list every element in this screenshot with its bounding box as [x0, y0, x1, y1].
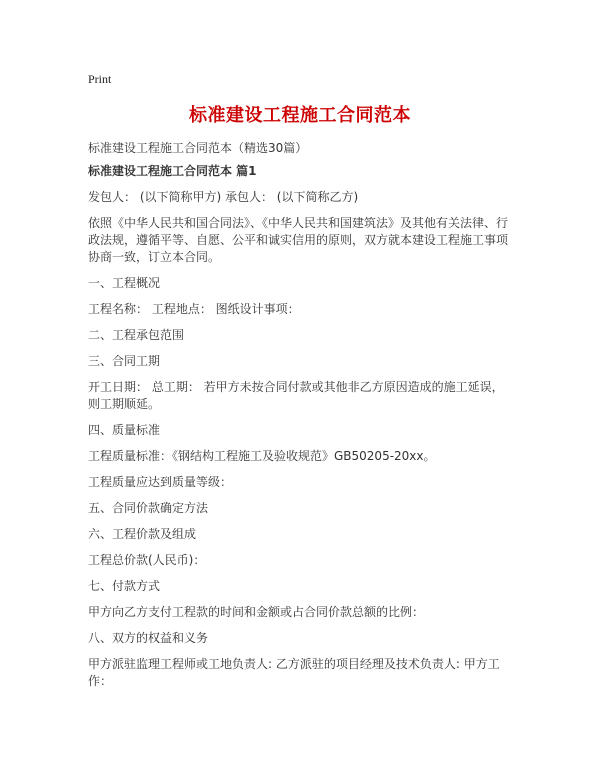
page-title: 标准建设工程施工合同范本	[189, 105, 411, 126]
paragraph: 工程质量应达到质量等级：	[88, 475, 233, 489]
article-subtitle: 标准建设工程施工合同范本（精选30篇）	[88, 141, 308, 155]
paragraph: 甲方向乙方支付工程款的时间和金额或占合同价款总额的比例：	[88, 605, 425, 619]
print-button[interactable]: Print	[88, 72, 112, 86]
paragraph: 八、双方的权益和义务	[88, 631, 209, 645]
paragraph: 五、合同价款确定方法	[88, 501, 209, 515]
paragraph: 工程质量标准：《钢结构工程施工及验收规范》GB50205-20xx。	[88, 449, 436, 463]
paragraph: 工程总价款(人民币)：	[88, 553, 206, 567]
paragraph: 七、付款方式	[88, 579, 161, 593]
paragraph: 一、工程概况	[88, 276, 161, 290]
paragraph: 工程名称： 工程地点： 图纸设计事项：	[88, 302, 300, 316]
paragraph: 开工日期： 总工期： 若甲方未按合同付款或其他非乙方原因造成的施工延误，则工期顺延。	[88, 380, 504, 411]
paragraph: 二、工程承包范围	[88, 328, 185, 342]
paragraph: 六、工程价款及组成	[88, 527, 197, 541]
paragraph: 依照《中华人民共和国合同法》、《中华人民共和国建筑法》及其他有关法律、行政法规，遵循平等、自愿、公平和诚实信用的原则，双方就本建设工程施工事项协商一致，订立本合同。	[88, 216, 509, 264]
paragraph: 四、质量标准	[88, 423, 161, 437]
article-body	[88, 189, 512, 690]
paragraph: 发包人： (以下简称甲方) 承包人： (以下简称乙方)	[88, 190, 359, 204]
paragraph: 三、合同工期	[88, 354, 161, 368]
paragraph: 甲方派驻监理工程师或工地负责人: 乙方派驻的项目经理及技术负责人: 甲方工作：	[88, 657, 500, 688]
section-heading: 标准建设工程施工合同范本 篇1	[88, 164, 257, 178]
